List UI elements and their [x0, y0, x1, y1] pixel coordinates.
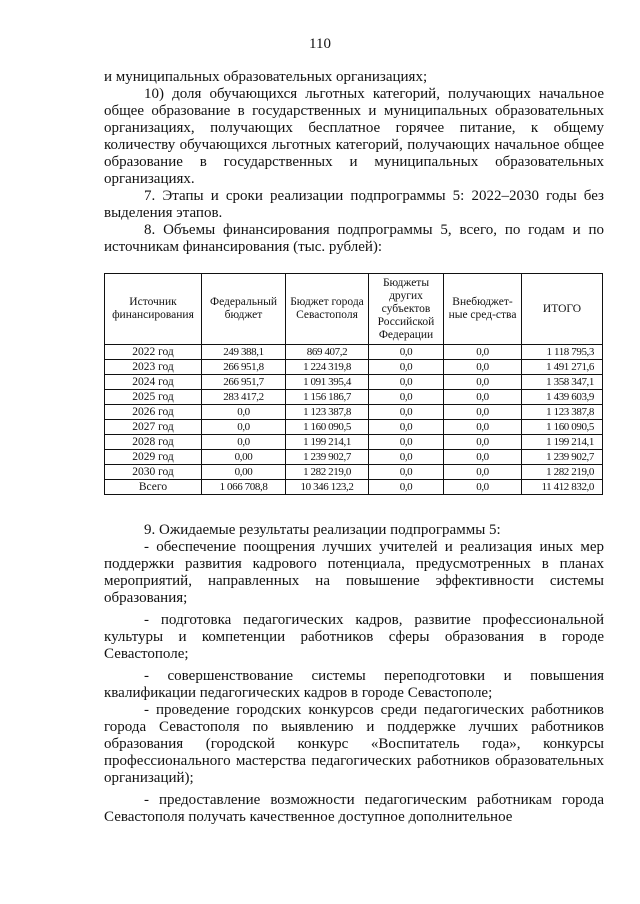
table-cell: 2023 год: [105, 360, 202, 375]
table-cell: 0,00: [202, 465, 286, 480]
table-row: [105, 375, 603, 390]
table-cell: 1 239 902,7: [286, 450, 369, 465]
table-cell: 266 951,8: [202, 360, 286, 375]
table-cell: 283 417,2: [202, 390, 286, 405]
table-cell: 0,0: [369, 405, 444, 420]
bottom-text-block: [104, 522, 604, 826]
header-federal: Федеральный бюджет: [202, 274, 286, 345]
table-cell: 0,0: [444, 375, 522, 390]
table-row: [105, 360, 603, 375]
list-item: - подготовка педагогических кадров, развитие профессиональной культуры и компетенции работников сферы образования в городе Севастополе;: [104, 612, 604, 662]
table-row: [105, 390, 603, 405]
table-cell: 2024 год: [105, 375, 202, 390]
table-cell: 1 091 395,4: [286, 375, 369, 390]
table-cell: 1 491 271,6: [522, 360, 603, 375]
table-cell: 1 199 214,1: [286, 435, 369, 450]
table-cell: 0,0: [202, 435, 286, 450]
table-cell: 0,0: [369, 360, 444, 375]
table-cell: 1 282 219,0: [522, 465, 603, 480]
table-cell: 0,0: [444, 345, 522, 360]
table-cell: 249 388,1: [202, 345, 286, 360]
table-cell: 2030 год: [105, 465, 202, 480]
table-row: [105, 450, 603, 465]
paragraph-item-10: 10) доля обучающихся льготных категорий, получающих начальное общее образование в государственных и муниципальных образовательных организациях, получающих бесплатное горячее питание, к общему количеству обучающихся льготных категорий, получающих начальное общее образование в государственных и муниципальных образовательных организациях.: [104, 86, 604, 187]
header-total: ИТОГО: [522, 274, 603, 345]
financing-table: [104, 273, 603, 495]
table-cell: 869 407,2: [286, 345, 369, 360]
table-header-row: [105, 274, 603, 345]
table-cell: 0,0: [202, 420, 286, 435]
table-row: [105, 405, 603, 420]
table-cell: 0,0: [444, 465, 522, 480]
table-cell: 1 156 186,7: [286, 390, 369, 405]
header-source: Источник финансирования: [105, 274, 202, 345]
table-cell: 1 224 319,8: [286, 360, 369, 375]
table-cell: 0,0: [444, 480, 522, 495]
table-cell: 0,0: [202, 405, 286, 420]
table-cell: 1 160 090,5: [286, 420, 369, 435]
table-cell: 11 412 832,0: [522, 480, 603, 495]
table-cell: 1 118 795,3: [522, 345, 603, 360]
table-cell: 2029 год: [105, 450, 202, 465]
table-row: [105, 465, 603, 480]
table-cell: 0,0: [369, 420, 444, 435]
table-cell: 2025 год: [105, 390, 202, 405]
table-cell: 0,0: [369, 375, 444, 390]
table-cell: 0,0: [444, 420, 522, 435]
table-cell: 2026 год: [105, 405, 202, 420]
table-cell: 0,00: [202, 450, 286, 465]
table-cell: 1 199 214,1: [522, 435, 603, 450]
paragraph-section-9: 9. Ожидаемые результаты реализации подпрограммы 5:: [144, 522, 501, 538]
table-cell: 1 123 387,8: [522, 405, 603, 420]
paragraph-section-8: 8. Объемы финансирования подпрограммы 5, всего, по годам и по источникам финансирования (тыс. рублей):: [104, 222, 604, 255]
paragraph-section-7: 7. Этапы и сроки реализации подпрограммы 5: 2022–2030 годы без выделения этапов.: [104, 188, 604, 221]
header-extrabudget: Внебюджет-ные сред-ства: [444, 274, 522, 345]
table-row: [105, 345, 603, 360]
table-cell: 0,0: [369, 390, 444, 405]
table-cell: 1 358 347,1: [522, 375, 603, 390]
list-item: - совершенствование системы переподготовки и повышения квалификации педагогических кадров в городе Севастополе;: [104, 668, 604, 701]
table-cell: 0,0: [444, 450, 522, 465]
table-cell: 10 346 123,2: [286, 480, 369, 495]
table-cell: 0,0: [369, 465, 444, 480]
table-cell: Всего: [105, 480, 202, 495]
table-row: [105, 420, 603, 435]
table-cell: 1 066 708,8: [202, 480, 286, 495]
table-cell: 0,0: [444, 435, 522, 450]
table-cell: 1 160 090,5: [522, 420, 603, 435]
table-cell: 0,0: [369, 450, 444, 465]
table-cell: 0,0: [369, 345, 444, 360]
table-cell: 0,0: [444, 405, 522, 420]
table-cell: 266 951,7: [202, 375, 286, 390]
paragraph-continuation: и муниципальных образовательных организациях;: [104, 69, 428, 85]
table-cell: 1 123 387,8: [286, 405, 369, 420]
table-cell: 1 282 219,0: [286, 465, 369, 480]
table-cell: 1 439 603,9: [522, 390, 603, 405]
table-cell: 2022 год: [105, 345, 202, 360]
table-cell: 0,0: [369, 480, 444, 495]
page-number: 110: [309, 36, 331, 52]
table-cell: 0,0: [369, 435, 444, 450]
list-item: - предоставление возможности педагогическим работникам города Севастополя получать качественное доступное дополнительное: [104, 792, 604, 825]
list-item: - проведение городских конкурсов среди педагогических работников города Севастополя по выявлению и поддержке лучших работников образования (городской конкурс «Воспитатель года», конкурсы профессионального мастерства педагогических работников образовательных организаций);: [104, 702, 604, 786]
table-cell: 1 239 902,7: [522, 450, 603, 465]
table-row-total: [105, 480, 603, 495]
header-city: Бюджет города Севастополя: [286, 274, 369, 345]
table-cell: 0,0: [444, 390, 522, 405]
table-cell: 0,0: [444, 360, 522, 375]
table-cell: 2027 год: [105, 420, 202, 435]
list-item: - обеспечение поощрения лучших учителей и реализация иных мер поддержки развития кадрового потенциала, предусмотренных в планах мероприятий, направленных на повышение эффективности системы образования;: [104, 539, 604, 606]
table-row: [105, 435, 603, 450]
table-cell: 2028 год: [105, 435, 202, 450]
top-text-block: [104, 69, 604, 256]
header-other-subjects: Бюджеты других субъектов Российской Федерации: [369, 274, 444, 345]
